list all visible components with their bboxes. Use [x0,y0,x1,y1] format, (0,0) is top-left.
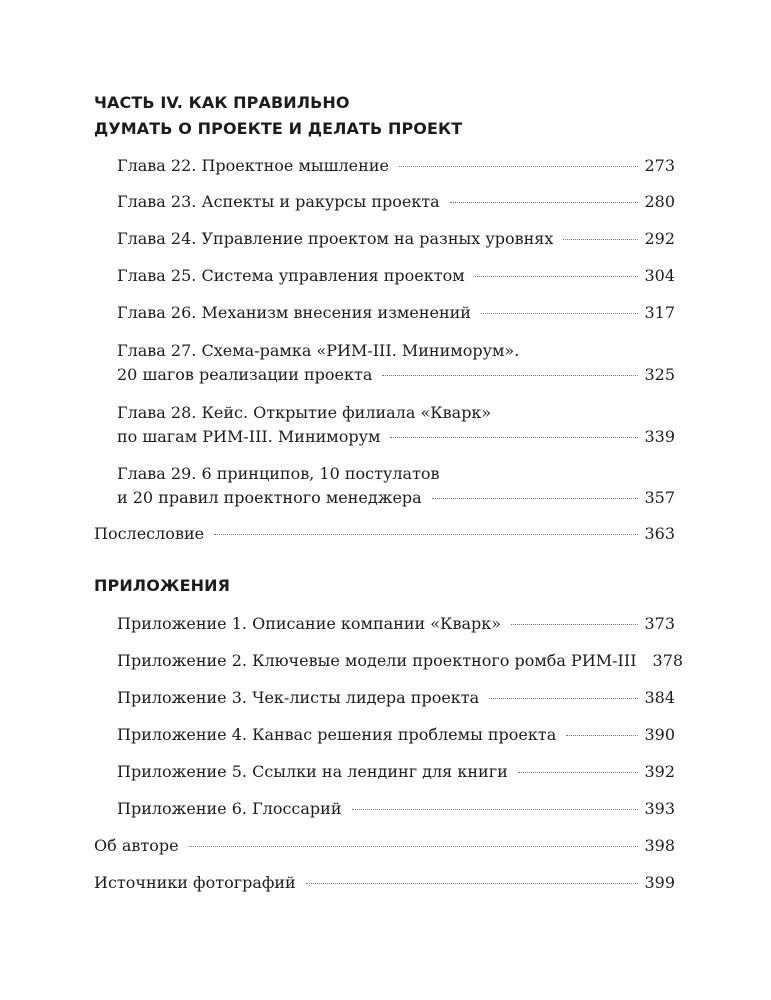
toc-entry-appendix-3[interactable] [117,686,675,710]
part-4-heading-line-1: ЧАСТЬ IV. КАК ПРАВИЛЬНО [94,93,350,112]
page-number: 393 [644,799,675,818]
toc-entry-chapter-25[interactable] [117,264,675,288]
page-number: 378 [652,651,684,670]
entry-title: Приложение 1. Описание компании «Кварк» [117,614,502,633]
entry-title: Приложение 6. Глоссарий [117,799,342,818]
dot-leader [481,297,638,314]
dot-leader [382,359,638,376]
page-number: 398 [644,836,675,855]
dot-leader [390,421,638,438]
toc-entry-chapter-26[interactable] [117,301,675,325]
dot-leader [399,150,639,167]
dot-leader [511,608,638,625]
page-number: 357 [644,488,675,507]
entry-title: 20 шагов реализации проекта [117,365,373,384]
dot-leader [450,186,639,203]
appendices-heading: ПРИЛОЖЕНИЯ [94,576,231,595]
dot-leader [432,482,639,499]
entry-title: Об авторе [94,836,179,855]
entry-title-line-1: Глава 28. Кейс. Открытие филиала «Кварк» [117,403,492,422]
toc-entry-afterword[interactable] [94,522,675,546]
entry-title: Глава 25. Система управления проектом [117,266,465,285]
dot-leader [189,830,639,847]
entry-title: Глава 22. Проектное мышление [117,156,389,175]
dot-leader [518,756,639,773]
entry-title: Приложение 5. Ссылки на лендинг для книги [117,762,508,781]
page-number: 304 [644,266,675,285]
page-number: 363 [644,524,675,543]
toc-entry-chapter-22[interactable] [117,154,675,178]
entry-title-line-1: Глава 27. Схема-рамка «РИМ-III. Миниморум». [117,341,520,360]
page-number: 390 [644,725,675,744]
dot-leader [566,719,638,736]
entry-title: Глава 26. Механизм внесения изменений [117,303,471,322]
entry-title: по шагам РИМ-III. Миниморум [117,427,381,446]
entry-title: и 20 правил проектного менеджера [117,488,422,507]
toc-entry-appendix-2[interactable] [117,649,684,673]
entry-title: Глава 23. Аспекты и ракурсы проекта [117,192,440,211]
page-number: 384 [644,688,675,707]
page-number: 339 [644,427,675,446]
page-number: 317 [644,303,675,322]
entry-title: Приложение 3. Чек-листы лидера проекта [117,688,480,707]
toc-entry-chapter-28[interactable] [117,401,675,449]
toc-entry-chapter-24[interactable] [117,227,675,251]
page-number: 325 [644,365,675,384]
dot-leader [489,682,638,699]
page-number: 273 [644,156,675,175]
toc-entry-appendix-4[interactable] [117,723,675,747]
entry-title: Глава 24. Управление проектом на разных уровнях [117,229,554,248]
page-number: 373 [644,614,675,633]
entry-title: Послесловие [94,524,205,543]
toc-entry-appendix-6[interactable] [117,797,675,821]
toc-entry-chapter-23[interactable] [117,190,675,214]
dot-leader [214,518,638,535]
toc-entry-photo-sources[interactable] [94,871,675,895]
toc-entry-appendix-1[interactable] [117,612,675,636]
entry-title-line-1: Глава 29. 6 принципов, 10 постулатов [117,464,440,483]
dot-leader [352,793,639,810]
dot-leader [563,223,638,240]
entry-title: Приложение 2. Ключевые модели проектного ромба РИМ-III [117,651,637,670]
entry-title: Источники фотографий [94,873,296,892]
dot-leader [306,867,639,884]
part-4-heading-line-2: ДУМАТЬ О ПРОЕКТЕ И ДЕЛАТЬ ПРОЕКТ [94,119,463,138]
entry-title: Приложение 4. Канвас решения проблемы проекта [117,725,557,744]
page-number: 280 [644,192,675,211]
page-number: 292 [644,229,675,248]
page-number: 392 [644,762,675,781]
toc-entry-about-author[interactable] [94,834,675,858]
toc-entry-chapter-29[interactable] [117,462,675,510]
dot-leader [475,260,639,277]
toc-entry-chapter-27[interactable] [117,339,675,387]
toc-entry-appendix-5[interactable] [117,760,675,784]
page-number: 399 [644,873,675,892]
